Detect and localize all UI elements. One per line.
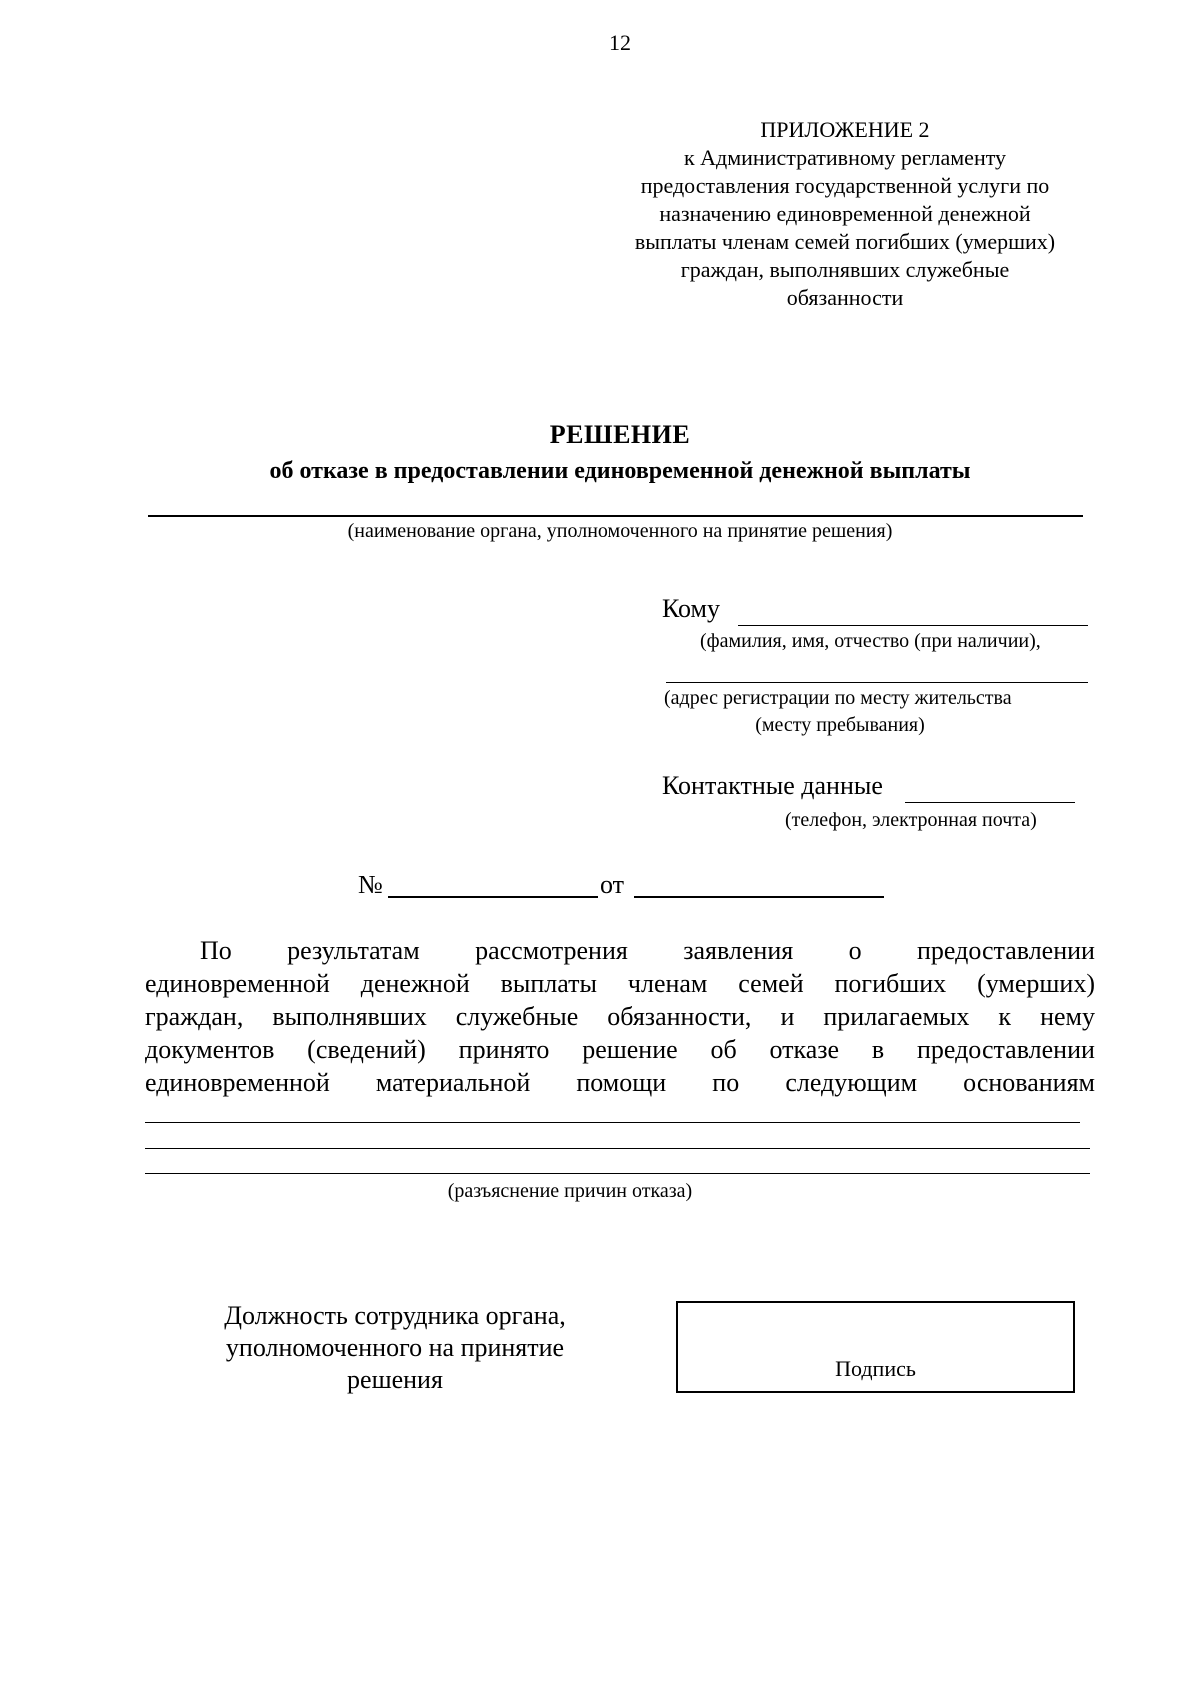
date-label: от	[600, 870, 625, 899]
date-line	[634, 896, 884, 898]
document-subtitle: об отказе в предоставлении единовременной денежной выплаты	[269, 458, 971, 484]
signatory-position-line: Должность сотрудника органа,	[224, 1301, 566, 1330]
reason-caption: (разъяснение причин отказа)	[447, 1180, 693, 1202]
body-line-4: документов (сведений) принято решение об отказе в предоставлении	[145, 1035, 1095, 1064]
authority-caption: (наименование органа, уполномоченного на принятие решения)	[347, 520, 893, 542]
reason-line-3	[145, 1173, 1090, 1174]
authority-name-line	[148, 515, 1083, 517]
appendix-line: назначению единовременной денежной	[659, 201, 1031, 226]
appendix-line: предоставления государственной услуги по	[640, 173, 1050, 198]
recipient-name-line	[738, 625, 1088, 626]
body-line-2: единовременной денежной выплаты членам семей погибших (умерших)	[145, 969, 1095, 998]
signatory-position-line: уполномоченного на принятие	[225, 1333, 565, 1362]
recipient-name-caption: (фамилия, имя, отчество (при наличии),	[700, 630, 1041, 652]
contacts-line	[905, 802, 1075, 803]
document-title: РЕШЕНИЕ	[549, 420, 691, 449]
body-line-1: По результатам рассмотрения заявления о предоставлении	[200, 936, 1095, 965]
page-number: 12	[609, 30, 631, 55]
to-label: Кому	[662, 594, 721, 623]
contacts-label: Контактные данные	[662, 771, 883, 800]
signatory-position-line: решения	[347, 1365, 443, 1394]
body-line-3: граждан, выполнявших служебные обязанности, и прилагаемых к нему	[145, 1002, 1095, 1031]
appendix-line: обязанности	[786, 285, 904, 310]
appendix-header	[600, 116, 1090, 312]
signatory-position	[195, 1300, 595, 1396]
recipient-address-caption-1: (адрес регистрации по месту жительства	[664, 687, 1012, 709]
appendix-line: к Административному регламенту	[683, 145, 1007, 170]
reason-line-1	[145, 1122, 1080, 1123]
body-line-5: единовременной материальной помощи по следующим основаниям	[145, 1068, 1095, 1097]
recipient-address-line	[666, 682, 1088, 683]
recipient-address-caption-2: (месту пребывания)	[755, 714, 925, 736]
signature-label: Подпись	[835, 1356, 916, 1381]
number-line	[388, 896, 598, 898]
appendix-line: выплаты членам семей погибших (умерших)	[634, 229, 1056, 254]
number-label: №	[358, 870, 383, 899]
contacts-caption: (телефон, электронная почта)	[785, 809, 1037, 831]
signature-box	[676, 1301, 1075, 1393]
appendix-line: ПРИЛОЖЕНИЕ 2	[760, 117, 930, 142]
appendix-line: граждан, выполнявших служебные	[680, 257, 1010, 282]
reason-line-2	[145, 1148, 1090, 1149]
